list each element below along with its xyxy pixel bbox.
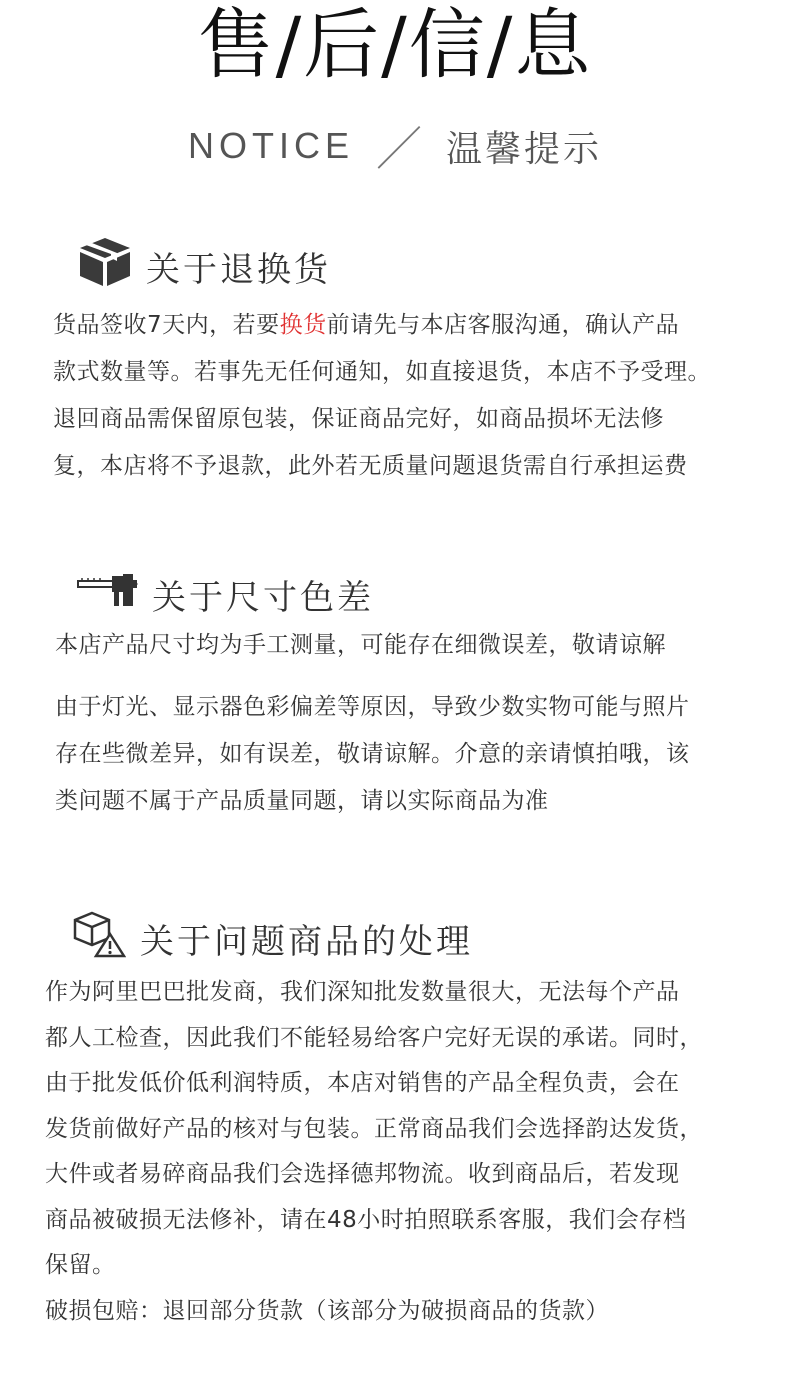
damaged-box-warning-icon: [72, 910, 126, 967]
section-heading-label: 关于尺寸色差: [152, 578, 374, 618]
returns-paragraph: [53, 302, 711, 490]
text-line: 保留。: [45, 1252, 116, 1278]
text-line: 类问题不属于产品质量同题，请以实际商品为准: [55, 788, 549, 814]
problem-paragraph: [45, 970, 703, 1334]
text-line: 由于灯光、显示器色彩偏差等原因，导致少数实物可能与照片: [55, 694, 690, 720]
box-icon: [78, 236, 132, 297]
caliper-icon: [76, 570, 140, 619]
section-heading-problem: [72, 910, 473, 967]
text-line: 破损包赔：退回部分货款（该部分为破损商品的货款）: [45, 1297, 609, 1324]
text-line: 款式数量等。若事先无任何通知，如直接退货，本店不予受理。: [53, 359, 711, 385]
text-segment: 前请先与本店客服沟通，确认产品: [326, 312, 680, 338]
highlight-exchange: 换货: [279, 312, 327, 338]
text-line: 本店产品尺寸均为手工测量，可能存在细微误差，敬请谅解: [55, 632, 666, 658]
subtitle-notice: NOTICE: [187, 125, 354, 166]
text-line: 发货前做好产品的核对与包装。正常商品我们会选择韵达发货，: [45, 1115, 703, 1142]
subtitle: [0, 120, 790, 176]
text-segment: 货品签收7天内，若要: [53, 312, 280, 338]
page-title: 售/后/信/息: [197, 0, 593, 89]
text-line: 大件或者易碎商品我们会选择德邦物流。收到商品后，若发现: [45, 1161, 680, 1187]
text-line: 都人工检查，因此我们不能轻易给客户完好无误的承诺。同时，: [45, 1024, 703, 1051]
subtitle-separator: ／: [376, 122, 422, 176]
section-heading-size: [76, 570, 374, 619]
text-line: 商品被破损无法修补，请在48小时拍照联系客服，我们会存档: [45, 1206, 687, 1233]
text-line: 由于批发低价低利润特质，本店对销售的产品全程负责，会在: [45, 1070, 680, 1096]
section-heading-label: 关于退换货: [146, 250, 331, 290]
size-paragraph: [55, 684, 690, 825]
text-line: 存在些微差异，如有误差，敬请谅解。介意的亲请慎拍哦，该: [55, 741, 690, 767]
text-line: 复，本店将不予退款，此外若无质量问题退货需自行承担运费: [53, 453, 688, 479]
section-heading-label: 关于问题商品的处理: [140, 922, 473, 962]
text-line: 退回商品需保留原包装，保证商品完好，如商品损坏无法修: [53, 406, 664, 432]
size-intro: [55, 625, 666, 665]
text-line: [53, 302, 711, 349]
subtitle-tip: 温馨提示: [446, 128, 603, 170]
text-line: 作为阿里巴巴批发商，我们深知批发数量很大，无法每个产品: [45, 979, 680, 1005]
section-heading-returns: [78, 236, 331, 297]
